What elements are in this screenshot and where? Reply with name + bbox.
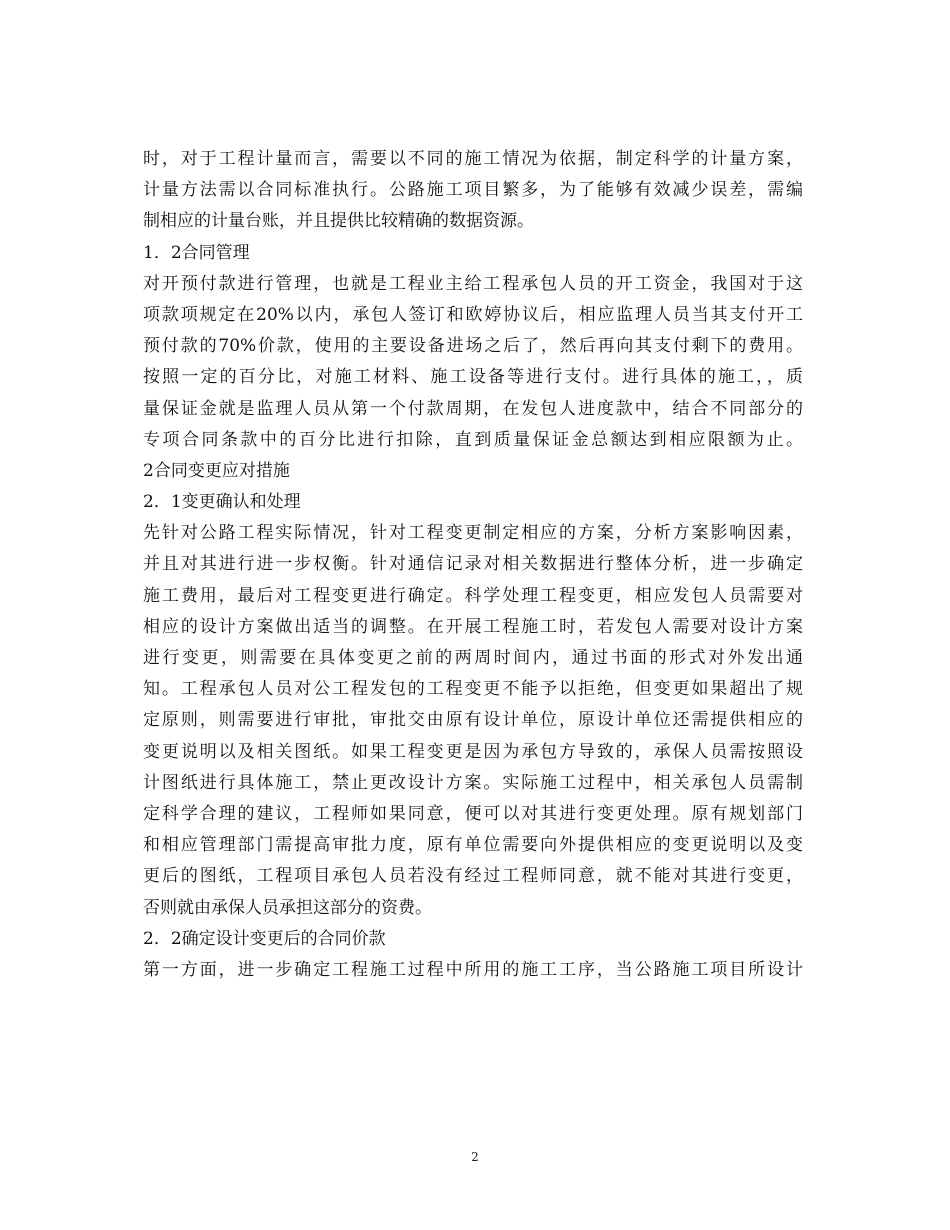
text-line: 按照一定的百分比，对施工材料、施工设备等进行支付。进行具体的施工，，质 [143, 367, 803, 388]
text-line: 更后的图纸，工程项目承包人员若没有经过工程师同意，就不能对其进行变更， [143, 866, 803, 887]
text-line: 2．1变更确认和处理 [143, 492, 301, 513]
text-line: 定原则，则需要进行审批，审批交由原有设计单位，原设计单位还需提供相应的 [143, 710, 803, 731]
text-line: 先针对公路工程实际情况，针对工程变更制定相应的方案，分析方案影响因素， [143, 523, 803, 544]
text-line: 2．2确定设计变更后的合同价款 [143, 928, 386, 949]
text-line: 量保证金就是监理人员从第一个付款周期，在发包人进度款中，结合不同部分的 [143, 398, 803, 419]
text-line: 对开预付款进行管理，也就是工程业主给工程承包人员的开工资金，我国对于这 [143, 273, 803, 294]
text-line: 否则就由承保人员承担这部分的资费。 [143, 897, 432, 918]
text-line: 项款项规定在20%以内，承包人签订和欧婷协议后，相应监理人员当其支付开工 [143, 304, 803, 325]
text-line: 知。工程承包人员对公工程发包的工程变更不能予以拒绝，但变更如果超出了规 [143, 679, 803, 700]
text-line: 预付款的70%价款，使用的主要设备进场之后了，然后再向其支付剩下的费用。 [143, 336, 803, 357]
page-number: 2 [471, 1150, 479, 1164]
text-line: 变更说明以及相关图纸。如果工程变更是因为承包方导致的，承保人员需按照设 [143, 741, 803, 762]
text-line: 并且对其进行进一步权衡。针对通信记录对相关数据进行整体分析，进一步确定 [143, 554, 803, 575]
text-line: 施工费用，最后对工程变更进行确定。科学处理工程变更，相应发包人员需要对 [143, 585, 803, 606]
text-line: 计图纸进行具体施工，禁止更改设计方案。实际施工过程中，相关承包人员需制 [143, 772, 803, 793]
text-line: 计量方法需以合同标准执行。公路施工项目繁多，为了能够有效减少误差，需编 [143, 180, 803, 201]
text-line: 定科学合理的建议，工程师如果同意，便可以对其进行变更处理。原有规划部门 [143, 803, 803, 824]
text-line: 第一方面，进一步确定工程施工过程中所用的施工工序，当公路施工项目所设计 [143, 959, 803, 980]
text-line: 1．2合同管理 [143, 242, 250, 263]
text-line: 时，对于工程计量而言，需要以不同的施工情况为依据，制定科学的计量方案， [143, 149, 803, 169]
document-body [143, 144, 803, 986]
text-line: 相应的设计方案做出适当的调整。在开展工程施工时，若发包人需要对设计方案 [143, 616, 803, 637]
text-line: 专项合同条款中的百分比进行扣除，直到质量保证金总额达到相应限额为止。 [143, 429, 803, 450]
text-line: 进行变更，则需要在具体变更之前的两周时间内，通过书面的形式对外发出通 [143, 648, 803, 668]
text-line: 制相应的计量台账，并且提供比较精确的数据资源。 [143, 211, 534, 232]
text-line: 2合同变更应对措施 [143, 460, 290, 481]
text-line: 和相应管理部门需提高审批力度，原有单位需要向外提供相应的变更说明以及变 [143, 835, 803, 856]
